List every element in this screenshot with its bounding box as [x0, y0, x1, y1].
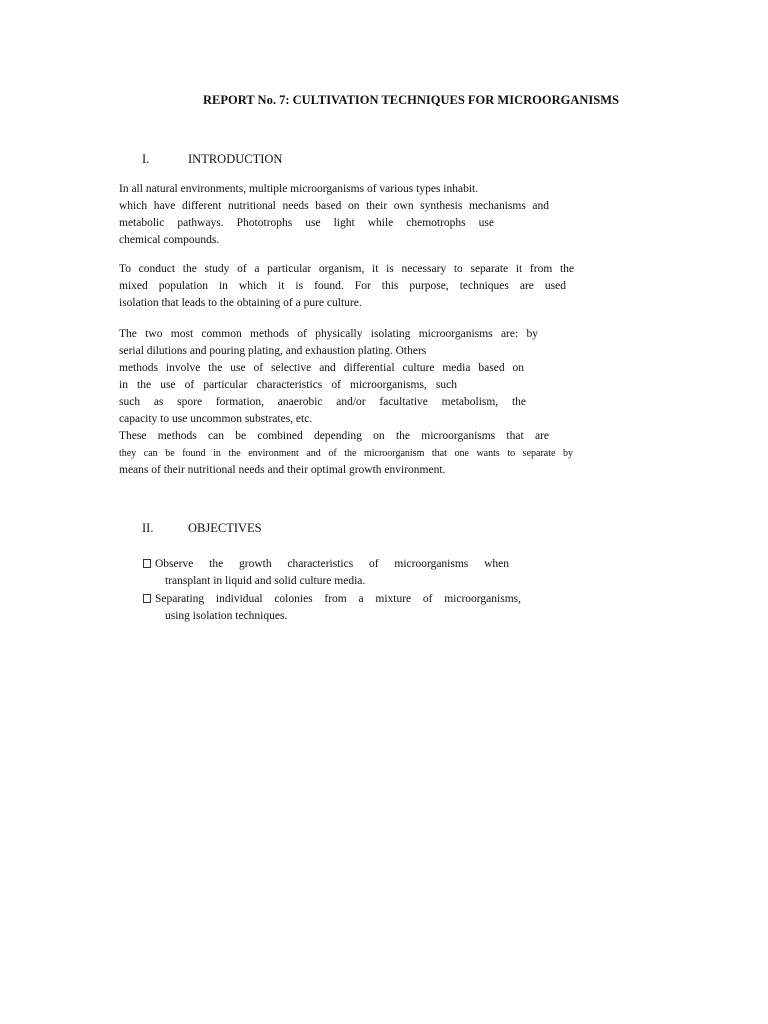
- section-title: INTRODUCTION: [188, 152, 283, 166]
- paragraph-line: serial dilutions and pouring plating, and exhaustion plating. Others: [119, 345, 427, 357]
- objective-line: using isolation techniques.: [165, 610, 288, 622]
- section-number: II.: [142, 521, 154, 535]
- objective-line: Separating individual colonies from a mixture of microorganisms,: [155, 593, 521, 605]
- objective-line: transplant in liquid and solid culture media.: [165, 575, 366, 587]
- report-title: REPORT No. 7: CULTIVATION TECHNIQUES FOR MICROORGANISMS: [203, 93, 619, 107]
- objective-item: [143, 556, 523, 590]
- paragraph-line: they can be found in the environment and of the microorganism that one wants to separate by: [119, 448, 573, 459]
- paragraph-line: capacity to use uncommon substrates, etc.: [119, 413, 313, 425]
- paragraph-line: chemical compounds.: [119, 234, 220, 246]
- intro-paragraph-2: [119, 261, 579, 312]
- paragraph-line: The two most common methods of physically isolating microorganisms are: by: [119, 328, 538, 340]
- paragraph-line: These methods can be combined depending on the microorganisms that are: [119, 430, 549, 442]
- objective-line: Observe the growth characteristics of microorganisms when: [155, 558, 509, 570]
- bullet-box-icon: [143, 594, 151, 603]
- paragraph-line: metabolic pathways. Phototrophs use light while chemotrophs use: [119, 217, 494, 229]
- paragraph-line: To conduct the study of a particular organism, it is necessary to separate it from the: [119, 263, 574, 275]
- paragraph-line: In all natural environments, multiple microorganisms of various types inhabit.: [119, 183, 479, 195]
- paragraph-line: which have different nutritional needs based on their own synthesis mechanisms and: [119, 200, 549, 212]
- paragraph-line: mixed population in which it is found. For this purpose, techniques are used: [119, 280, 566, 292]
- paragraph-line: isolation that leads to the obtaining of a pure culture.: [119, 297, 362, 309]
- section-number: I.: [142, 152, 150, 166]
- intro-paragraph-3: [119, 326, 579, 479]
- paragraph-line: in the use of particular characteristics of microorganisms, such: [119, 379, 457, 391]
- paragraph-line: means of their nutritional needs and their optimal growth environment.: [119, 464, 446, 476]
- paragraph-line: methods involve the use of selective and differential culture media based on: [119, 362, 524, 374]
- intro-paragraph-1: [119, 181, 579, 249]
- objective-item: [143, 591, 523, 625]
- paragraph-line: such as spore formation, anaerobic and/or facultative metabolism, the: [119, 396, 526, 408]
- section-title: OBJECTIVES: [188, 521, 262, 535]
- bullet-box-icon: [143, 559, 151, 568]
